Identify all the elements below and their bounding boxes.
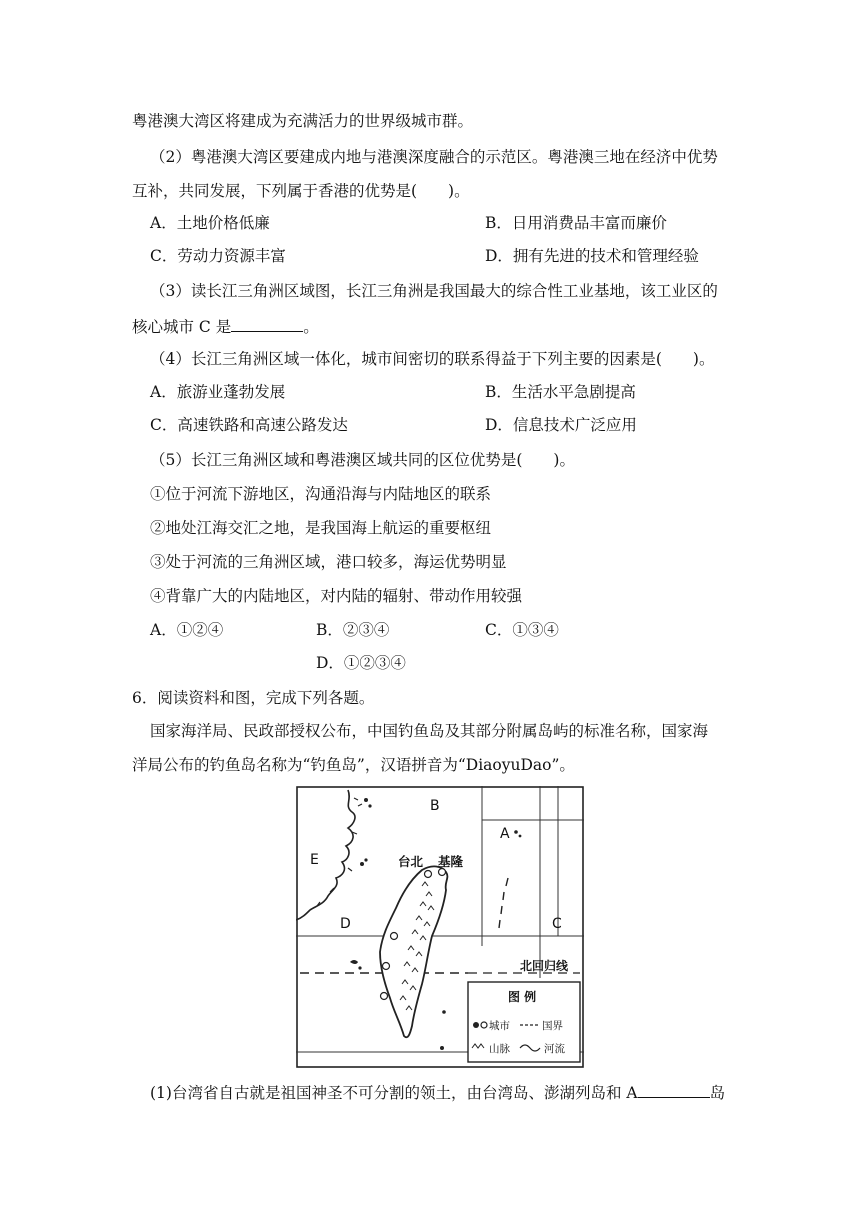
q5-statement-4: ④背靠广大的内陆地区，对内陆的辐射、带动作用较强 xyxy=(150,587,523,605)
q2-option-a: A．土地价格低廉 xyxy=(150,214,270,232)
legend-city-icon xyxy=(481,1022,487,1028)
q4-option-a: A．旅游业蓬勃发展 xyxy=(150,383,286,401)
q4-stem: （4）长江三角洲区域一体化，城市间密切的联系得益于下列主要的因素是( )。 xyxy=(150,350,715,368)
legend-city-label: 城市 xyxy=(489,1020,510,1032)
q5-statement-2: ②地处江海交汇之地，是我国海上航运的重要枢纽 xyxy=(150,519,492,537)
island-dot xyxy=(368,804,371,807)
label-a: A xyxy=(500,826,510,842)
island-dot xyxy=(442,1010,446,1014)
q4-option-d: D．信息技术广泛应用 xyxy=(485,416,637,434)
q4-option-b: B．生活水平急剧提高 xyxy=(485,383,636,401)
q3-stem-2 xyxy=(132,315,319,337)
taiwan-map xyxy=(296,786,584,1068)
island-dot xyxy=(440,1046,444,1050)
city-marker xyxy=(383,963,390,970)
legend-city-icon xyxy=(473,1022,479,1028)
legend-border-label: 国界 xyxy=(542,1020,563,1032)
q5-option-b: B．②③④ xyxy=(316,621,390,639)
island-dot xyxy=(514,830,518,834)
q3-stem-1: （3）读长江三角洲区域图，长江三角洲是我国最大的综合性工业基地，该工业区的 xyxy=(150,282,718,300)
label-keelung: 基隆 xyxy=(438,854,464,869)
q6-title: 6．阅读资料和图，完成下列各题。 xyxy=(132,689,375,707)
q6-sub1-text: (1)台湾省自古就是祖国神圣不可分割的领土，由台湾岛、澎湖列岛和 A xyxy=(150,1084,638,1102)
label-taipei: 台北 xyxy=(398,854,424,869)
q5-statement-3: ③处于河流的三角洲区域，港口较多，海运优势明显 xyxy=(150,553,507,571)
q6-material-1: 国家海洋局、民政部授权公布，中国钓鱼岛及其部分附属岛屿的标准名称，国家海 xyxy=(150,722,709,740)
label-d: D xyxy=(340,916,351,932)
answer-blank xyxy=(638,1081,710,1098)
label-b: B xyxy=(430,798,440,814)
q2-stem-2: 互补，共同发展，下列属于香港的优势是( )。 xyxy=(132,182,470,200)
q4-option-c: C．高速铁路和高速公路发达 xyxy=(150,416,348,434)
legend-river-label: 河流 xyxy=(544,1043,565,1055)
q6-material-2: 洋局公布的钓鱼岛名称为“钓鱼岛”，汉语拼音为“DiaoyuDao”。 xyxy=(132,756,575,774)
island-dot xyxy=(364,858,367,861)
q6-sub1-end: 岛 xyxy=(709,1084,726,1102)
q5-option-a: A．①②④ xyxy=(150,621,224,639)
q5-statement-1: ①位于河流下游地区，沟通沿海与内陆地区的联系 xyxy=(150,485,492,503)
island-dot xyxy=(364,798,368,802)
label-e: E xyxy=(310,852,319,868)
q5-option-d: D．①②③④ xyxy=(316,654,406,672)
q5-option-c: C．①③④ xyxy=(485,621,559,639)
tropic-label: 北回归线 xyxy=(520,959,569,973)
city-marker xyxy=(391,933,398,940)
intro-end: 粤港澳大湾区将建成为充满活力的世界级城市群。 xyxy=(132,112,474,130)
island-dot xyxy=(358,966,361,969)
city-taipei-marker xyxy=(425,871,432,878)
city-marker xyxy=(381,993,388,1000)
answer-blank xyxy=(231,315,303,332)
q2-stem-1: （2）粤港澳大湾区要建成内地与港澳深度融合的示范区。粤港澳三地在经济中优势 xyxy=(150,148,718,166)
q5-stem: （5）长江三角洲区域和粤港澳区域共同的区位优势是( )。 xyxy=(150,451,575,469)
q6-sub1 xyxy=(150,1081,725,1103)
label-c: C xyxy=(552,916,562,932)
island-dot xyxy=(519,835,522,838)
q2-option-c: C．劳动力资源丰富 xyxy=(150,247,286,265)
q2-option-b: B．日用消费品丰富而廉价 xyxy=(485,214,667,232)
legend-title: 图 例 xyxy=(508,990,537,1004)
q3-stem-2-end: 。 xyxy=(303,318,319,336)
city-keelung-marker xyxy=(439,869,446,876)
island-dot xyxy=(360,862,364,866)
legend-mountain-label: 山脉 xyxy=(489,1043,510,1055)
q2-option-d: D．拥有先进的技术和管理经验 xyxy=(485,247,699,265)
q3-stem-2-text: 核心城市 C 是 xyxy=(132,318,232,336)
